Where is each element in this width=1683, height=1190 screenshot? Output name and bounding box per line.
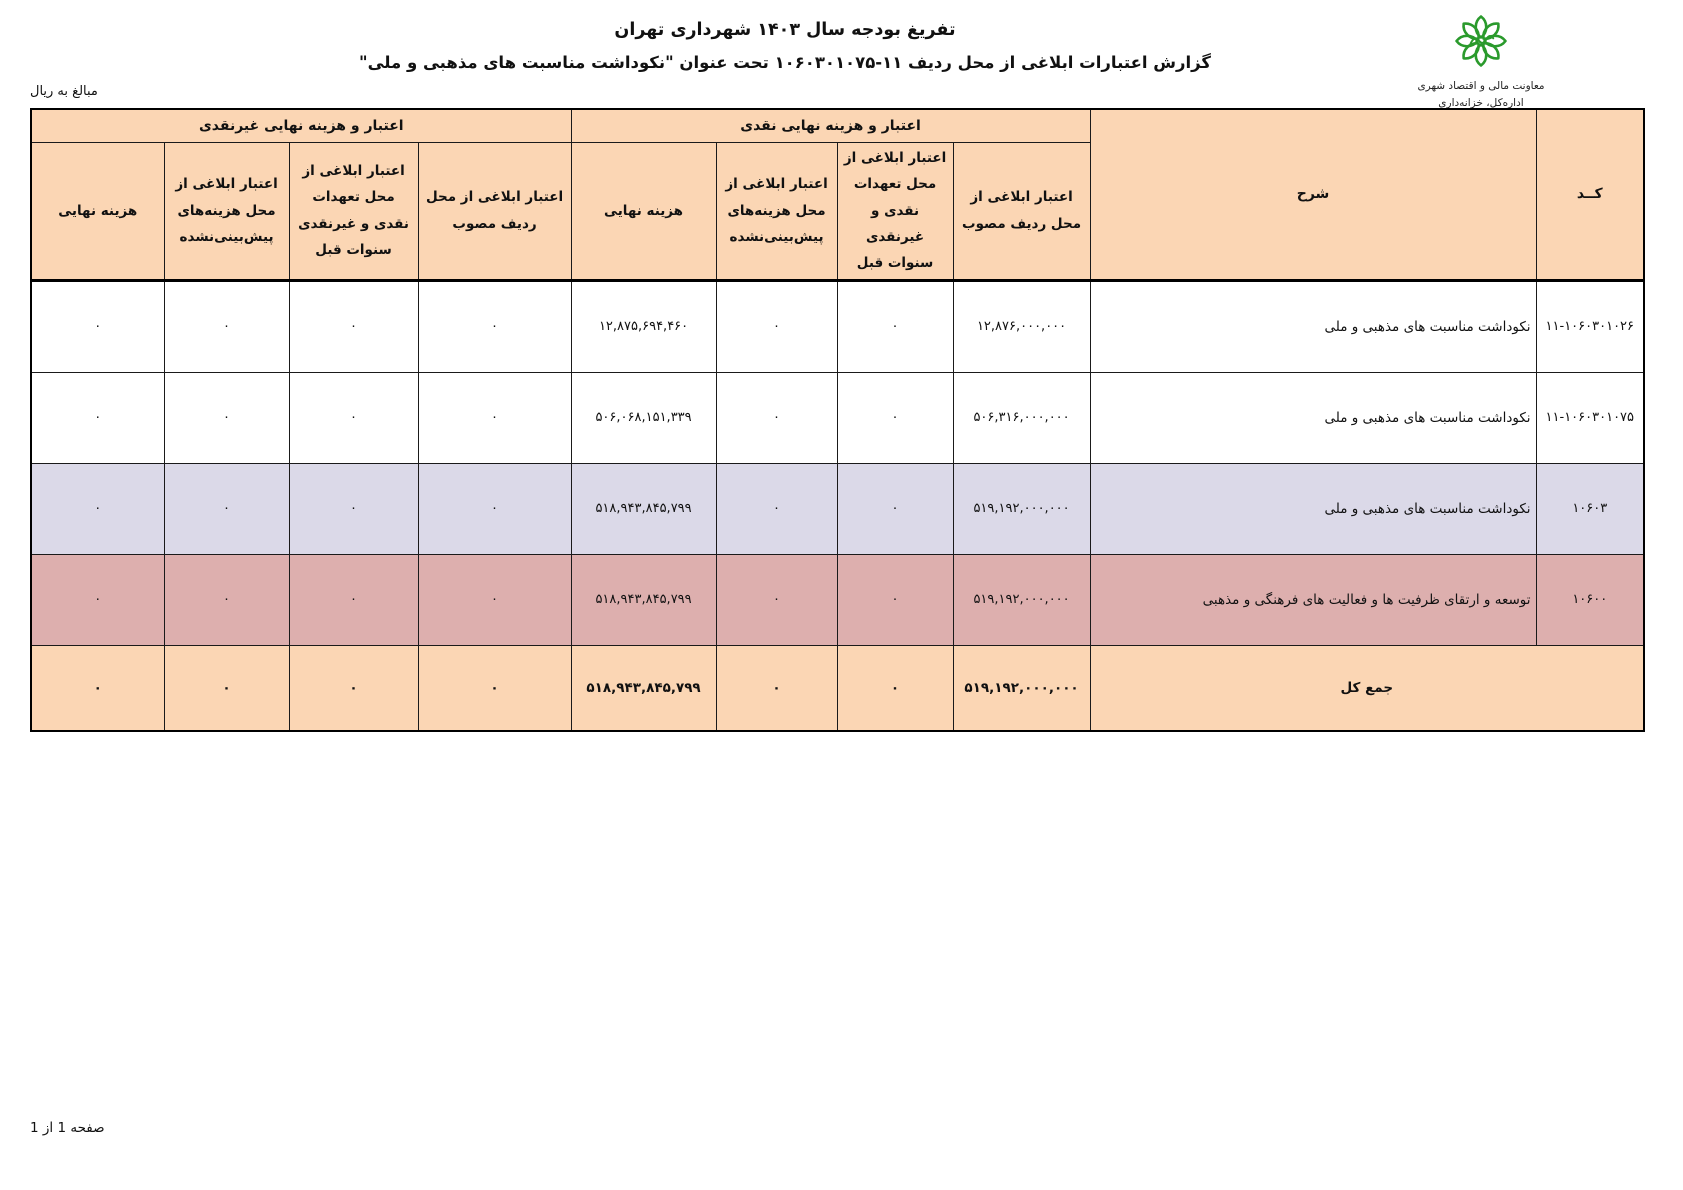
total-cash-approved-cell: ۵۱۹,۱۹۲,۰۰۰,۰۰۰: [953, 645, 1090, 731]
cash-final-cell: ۵۱۸,۹۴۳,۸۴۵,۷۹۹: [571, 554, 716, 645]
tehran-municipality-logo-icon: [1426, 6, 1536, 76]
column-group-noncash: اعتبار و هزینه نهایی غیرنقدی: [31, 109, 571, 143]
column-header-description: شرح: [1090, 109, 1536, 280]
total-noncash-approved-cell: ۰: [418, 645, 571, 731]
column-group-cash: اعتبار و هزینه نهایی نقدی: [571, 109, 1090, 143]
noncash-unforeseen-cell: ۰: [164, 280, 289, 372]
report-titles: [0, 20, 1570, 72]
noncash-approved-cell: ۰: [418, 280, 571, 372]
logo-org-line2: اداره‌کل، خزانه‌داری: [1438, 97, 1524, 110]
noncash-final-cell: ۰: [31, 463, 164, 554]
column-header-noncash-unforeseen: اعتبار ابلاغی از محل هزینه‌های پیش‌بینی‌نشده: [164, 143, 289, 281]
page-number: صفحه 1 از 1: [30, 1120, 105, 1136]
report-title-main: تفریغ بودجه سال ۱۴۰۳ شهرداری تهران: [614, 20, 956, 40]
noncash-commitments-cell: ۰: [289, 280, 418, 372]
cash-final-cell: ۵۰۶,۰۶۸,۱۵۱,۳۳۹: [571, 372, 716, 463]
cash-final-cell: ۵۱۸,۹۴۳,۸۴۵,۷۹۹: [571, 463, 716, 554]
total-cash-commitments-cell: ۰: [837, 645, 953, 731]
header-group-row: [31, 109, 1644, 143]
cash-approved-cell: ۱۲,۸۷۶,۰۰۰,۰۰۰: [953, 280, 1090, 372]
noncash-approved-cell: ۰: [418, 463, 571, 554]
cash-commitments-cell: ۰: [837, 463, 953, 554]
row-description-cell: نکوداشت مناسبت های مذهبی و ملی: [1090, 463, 1536, 554]
table-total-row: [31, 645, 1644, 731]
column-header-cash-unforeseen: اعتبار ابلاغی از محل هزینه‌های پیش‌بینی‌نشده: [716, 143, 837, 281]
total-label-cell: جمع کل: [1090, 645, 1644, 731]
column-header-noncash-final: هزینه نهایی: [31, 143, 164, 281]
cash-commitments-cell: ۰: [837, 554, 953, 645]
column-header-noncash-approved: اعتبار ابلاغی از محل ردیف مصوب: [418, 143, 571, 281]
cash-commitments-cell: ۰: [837, 280, 953, 372]
row-description-cell: نکوداشت مناسبت های مذهبی و ملی: [1090, 372, 1536, 463]
cash-final-cell: ۱۲,۸۷۵,۶۹۴,۴۶۰: [571, 280, 716, 372]
column-header-cash-final: هزینه نهایی: [571, 143, 716, 281]
logo-block: [1396, 6, 1566, 113]
table-row: [31, 372, 1644, 463]
total-cash-final-cell: ۵۱۸,۹۴۳,۸۴۵,۷۹۹: [571, 645, 716, 731]
total-noncash-unforeseen-cell: ۰: [164, 645, 289, 731]
table-row: [31, 554, 1644, 645]
noncash-approved-cell: ۰: [418, 554, 571, 645]
noncash-unforeseen-cell: ۰: [164, 554, 289, 645]
noncash-final-cell: ۰: [31, 372, 164, 463]
budget-table: [30, 108, 1645, 732]
noncash-commitments-cell: ۰: [289, 554, 418, 645]
row-code-cell: ۱۰۶۰۰: [1536, 554, 1644, 645]
noncash-commitments-cell: ۰: [289, 372, 418, 463]
cash-approved-cell: ۵۰۶,۳۱۶,۰۰۰,۰۰۰: [953, 372, 1090, 463]
column-header-code: کــد: [1536, 109, 1644, 280]
row-description-cell: نکوداشت مناسبت های مذهبی و ملی: [1090, 280, 1536, 372]
table-row: [31, 280, 1644, 372]
row-description-cell: توسعه و ارتقای ظرفیت ها و فعالیت های فرهنگی و مذهبی: [1090, 554, 1536, 645]
total-cash-unforeseen-cell: ۰: [716, 645, 837, 731]
row-code-cell: ۱۰۶۰۳: [1536, 463, 1644, 554]
column-header-noncash-commitments: اعتبار ابلاغی از محل تعهدات نقدی و غیرنقدی سنوات قبل: [289, 143, 418, 281]
row-code-cell: ۱۱-۱۰۶۰۳۰۱۰۷۵: [1536, 372, 1644, 463]
column-header-cash-commitments: اعتبار ابلاغی از محل تعهدات نقدی و غیرنقدی سنوات قبل: [837, 143, 953, 281]
cash-unforeseen-cell: ۰: [716, 463, 837, 554]
table-row: [31, 463, 1644, 554]
table-body: [31, 280, 1644, 731]
cash-commitments-cell: ۰: [837, 372, 953, 463]
logo-org-line1: معاونت مالی و اقتصاد شهری: [1417, 80, 1545, 92]
currency-note: مبالغ به ریال: [30, 84, 98, 99]
cash-approved-cell: ۵۱۹,۱۹۲,۰۰۰,۰۰۰: [953, 554, 1090, 645]
report-title-sub: گزارش اعتبارات ابلاغی از محل ردیف ۱۱-۱۰۶۰۳۰۱۰۷۵ تحت عنوان "نکوداشت مناسبت های مذهبی و ملی": [358, 53, 1212, 72]
noncash-final-cell: ۰: [31, 554, 164, 645]
cash-approved-cell: ۵۱۹,۱۹۲,۰۰۰,۰۰۰: [953, 463, 1090, 554]
column-header-cash-approved: اعتبار ابلاغی از محل ردیف مصوب: [953, 143, 1090, 281]
total-noncash-final-cell: ۰: [31, 645, 164, 731]
cash-unforeseen-cell: ۰: [716, 372, 837, 463]
cash-unforeseen-cell: ۰: [716, 280, 837, 372]
row-code-cell: ۱۱-۱۰۶۰۳۰۱۰۲۶: [1536, 280, 1644, 372]
noncash-commitments-cell: ۰: [289, 463, 418, 554]
noncash-approved-cell: ۰: [418, 372, 571, 463]
noncash-final-cell: ۰: [31, 280, 164, 372]
total-noncash-commitments-cell: ۰: [289, 645, 418, 731]
noncash-unforeseen-cell: ۰: [164, 372, 289, 463]
noncash-unforeseen-cell: ۰: [164, 463, 289, 554]
cash-unforeseen-cell: ۰: [716, 554, 837, 645]
